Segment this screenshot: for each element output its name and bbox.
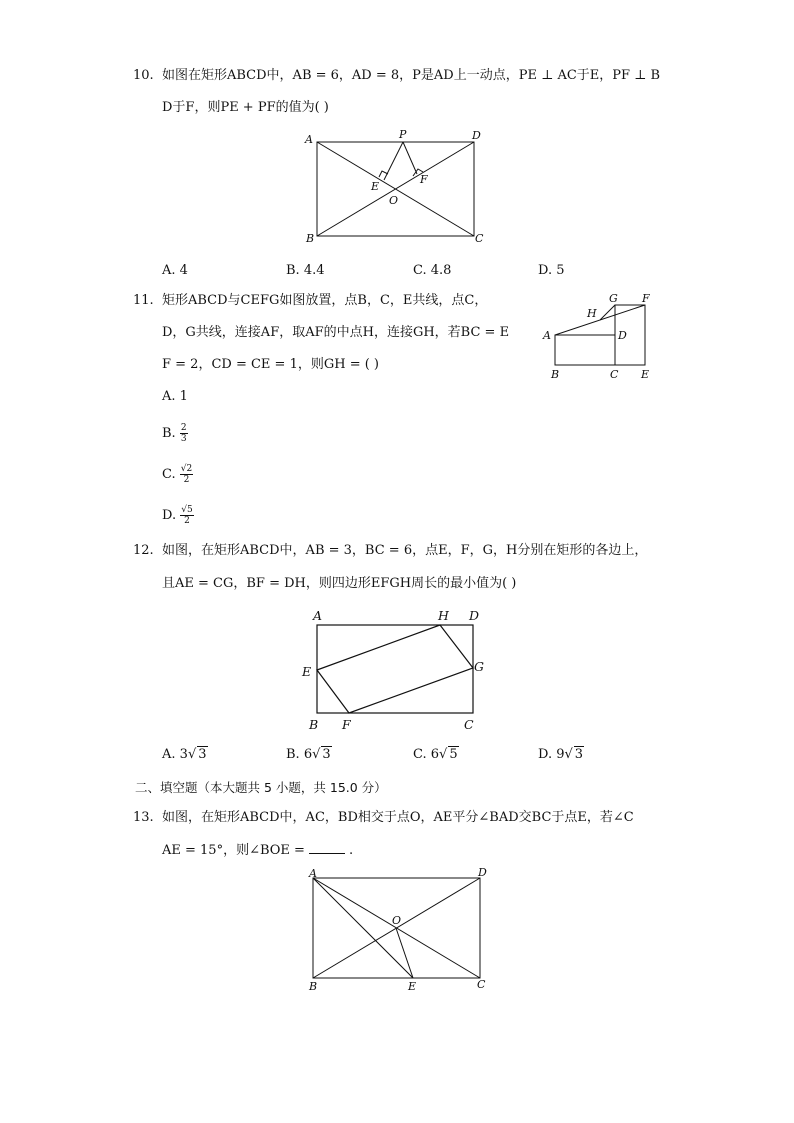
question-12-text-line2: 且AE = CG，BF = DH，则四边形EFGH周长的最小值为( ): [162, 576, 517, 591]
q11-option-b[interactable]: [162, 423, 188, 444]
question-10-number: 10.: [133, 68, 154, 83]
question-13-text-line2-start: AE = 15°，则∠BOE =: [162, 843, 305, 858]
question-11-text-line2: D，G共线，连接AF，取AF的中点H，连接GH，若BC = E: [162, 325, 510, 340]
q11-option-a[interactable]: A. 1: [162, 389, 188, 404]
question-11-number: 11.: [133, 293, 154, 308]
q12-label-a: A: [313, 608, 323, 623]
question-12-figure: [298, 604, 498, 736]
question-10-text-line1: 如图在矩形ABCD中，AB = 6，AD = 8，P是AD上一动点，PE ⊥ AC于E，PF ⊥ B: [162, 68, 661, 83]
q13-segment-ae: [313, 878, 413, 978]
q13-label-b: B: [309, 980, 318, 993]
q13-segment-oe: [396, 928, 413, 978]
q12-option-a-radicand: 3: [198, 747, 207, 762]
question-13-figure: [300, 864, 500, 994]
q11-option-b-numerator: 2: [180, 423, 187, 433]
q10-label-d: D: [472, 129, 481, 142]
q10-option-b[interactable]: B. 4.4: [286, 263, 325, 278]
q11-label-c: C: [610, 368, 619, 381]
q11-option-c[interactable]: [162, 464, 193, 485]
q13-label-e: E: [408, 980, 417, 993]
q11-option-d-fraction: [180, 505, 193, 526]
question-11-text-line3: F = 2，CD = CE = 1，则GH = ( ): [162, 357, 379, 372]
answer-blank[interactable]: [309, 841, 345, 854]
q11-label-e: E: [641, 368, 650, 381]
q11-option-c-fraction: [180, 464, 193, 485]
q11-label-d: D: [618, 329, 627, 342]
q12-option-b-prefix: B. 6: [286, 747, 313, 762]
q12-option-a-prefix: A. 3: [162, 747, 188, 762]
q13-label-d: D: [478, 866, 487, 879]
question-11-text-line1: 矩形ABCD与CEFG如图放置，点B，C，E共线，点C，: [162, 293, 488, 308]
q11-option-d-numerator: √5: [181, 505, 193, 515]
q12-option-d-radicand: 3: [574, 747, 584, 762]
q11-label-h: H: [587, 307, 597, 320]
q12-label-h: H: [438, 608, 449, 623]
q12-option-a[interactable]: A. 3√ 3: [162, 747, 207, 762]
q11-option-c-numerator: √2: [180, 464, 193, 474]
q11-option-c-prefix: C.: [162, 467, 176, 482]
q10-label-b: B: [306, 232, 315, 245]
q10-segment-pe: [384, 142, 403, 180]
question-12-number: 12.: [133, 543, 154, 558]
q12-option-c[interactable]: C. 6√ 5: [413, 747, 458, 762]
q12-label-f: F: [342, 717, 351, 732]
q13-label-a: A: [309, 867, 317, 880]
q12-option-d[interactable]: D. 9√ 3: [538, 747, 584, 762]
q10-label-p: P: [399, 128, 407, 141]
q11-option-d-denominator: 2: [184, 516, 190, 526]
q11-label-f: F: [642, 292, 650, 305]
question-10-text-line2: D于F，则PE + PF的值为( ): [162, 100, 329, 115]
q10-label-c: C: [475, 232, 484, 245]
q11-label-g: G: [609, 292, 618, 305]
q10-label-f: F: [420, 173, 428, 186]
q12-quadrilateral-efgh: [317, 625, 473, 713]
question-11-figure: [540, 290, 660, 382]
q12-label-b: B: [309, 717, 319, 732]
q10-segment-pf: [403, 142, 417, 174]
question-13-number: 13.: [133, 810, 154, 825]
question-13-text-line1: 如图，在矩形ABCD中，AC，BD相交于点O，AE平分∠BAD交BC于点E，若∠C: [162, 810, 634, 825]
q11-option-d[interactable]: [162, 505, 194, 526]
question-13-text-line2: [162, 841, 353, 860]
q10-option-d[interactable]: D. 5: [538, 263, 565, 278]
q12-option-b-radicand: 3: [322, 747, 331, 762]
q11-option-c-denominator: 2: [183, 475, 190, 485]
q11-label-a: A: [543, 329, 551, 342]
q11-label-b: B: [551, 368, 560, 381]
q10-option-c[interactable]: C. 4.8: [413, 263, 452, 278]
section-heading-fill-in: 二、填空题（本大题共 5 小题，共 15.0 分）: [135, 780, 387, 795]
q12-label-c: C: [464, 717, 474, 732]
q10-option-a[interactable]: A. 4: [162, 263, 188, 278]
q10-label-o: O: [389, 194, 399, 207]
question-12-text-line1: 如图，在矩形ABCD中，AB = 3，BC = 6，点E，F，G，H分别在矩形的各边上，: [162, 543, 648, 558]
q12-option-c-prefix: C. 6: [413, 747, 440, 762]
q12-label-e: E: [302, 664, 312, 679]
q11-option-b-denominator: 3: [180, 434, 187, 444]
q11-option-d-prefix: D.: [162, 508, 177, 523]
question-13-text-line2-end: .: [348, 843, 354, 858]
q13-label-c: C: [477, 978, 486, 991]
q12-label-d: D: [469, 608, 480, 623]
q12-option-d-prefix: D. 9: [538, 747, 565, 762]
q11-option-b-prefix: B.: [162, 426, 176, 441]
q10-label-e: E: [371, 180, 380, 193]
question-10-figure: [300, 125, 500, 245]
q13-label-o: O: [392, 914, 402, 927]
q10-label-a: A: [305, 133, 313, 146]
q12-option-b[interactable]: B. 6√ 3: [286, 747, 331, 762]
q11-option-b-fraction: [180, 423, 188, 444]
q11-rectangle-abcd: [555, 335, 615, 365]
q12-option-c-radicand: 5: [449, 747, 458, 762]
q12-label-g: G: [474, 659, 484, 674]
